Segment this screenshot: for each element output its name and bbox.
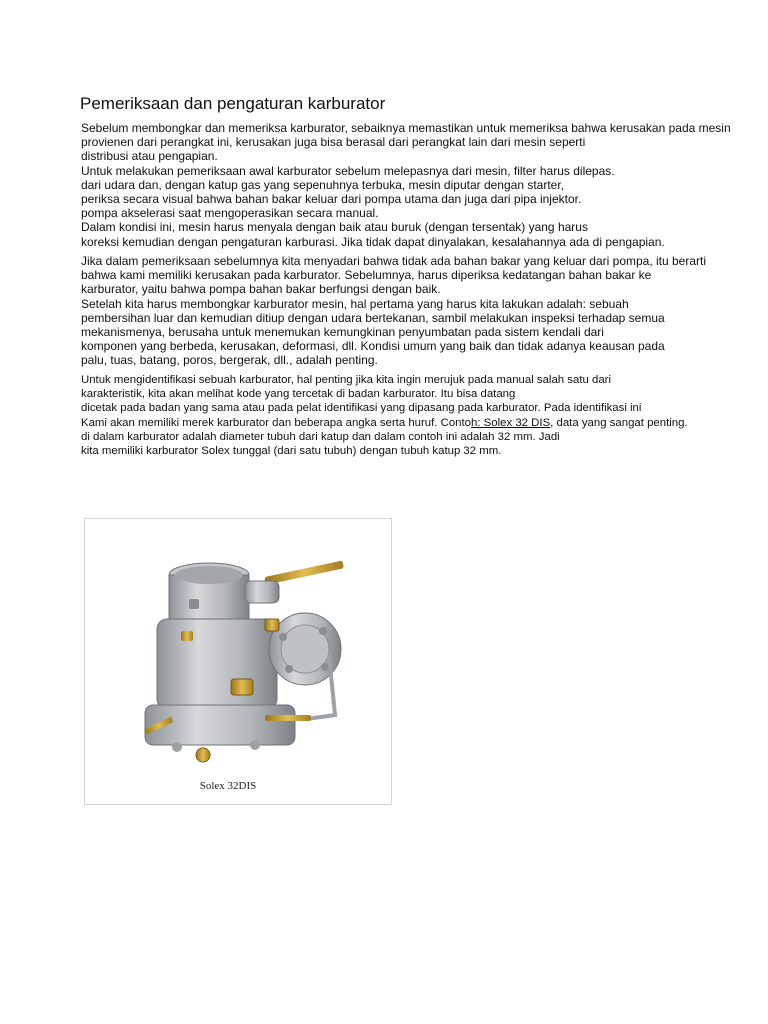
text-line: koreksi kemudian dengan pengaturan karburasi. Jika tidak dapat dinyalakan, kesalahannya ada di pengapian. xyxy=(81,234,665,249)
text-line: pompa akselerasi saat mengoperasikan secara manual. xyxy=(81,206,379,221)
text-line: bahwa kami memiliki kerusakan pada karburator. Sebelumnya, harus diperiksa kedatangan bahan bakar ke xyxy=(81,268,652,283)
carburetor-figure xyxy=(84,518,392,805)
text-line: Setelah kita harus membongkar karburator mesin, hal pertama yang harus kita lakukan adalah: sebuah xyxy=(81,296,629,311)
text-line: di dalam karburator adalah diameter tubuh dari katup dan dalam contoh ini adalah 32 mm. Jadi xyxy=(81,430,560,443)
figure-caption: Solex 32DIS xyxy=(199,780,257,792)
text-line: Untuk melakukan pemeriksaan awal karburator sebelum melepasnya dari mesin, filter harus dilepas. xyxy=(81,163,615,178)
text-line: provienen dari perangkat ini, kerusakan juga bisa berasal dari perangkat lain dari mesin seperti xyxy=(81,135,586,150)
page-title: Pemeriksaan dan pengaturan karburator xyxy=(80,94,386,113)
text-line: dari udara dan, dengan katup gas yang sepenuhnya terbuka, mesin diputar dengan starter, xyxy=(81,177,565,192)
text-line xyxy=(81,416,688,430)
text-line: Dalam kondisi ini, mesin harus menyala dengan baik atau buruk (dengan tersentak) yang harus xyxy=(81,220,588,235)
paragraph-disassembly xyxy=(81,254,706,368)
text-line: distribusi atau pengapian. xyxy=(81,149,218,164)
text-segment: Kami akan memiliki merek karburator dan beberapa angka serta huruf. Conto xyxy=(81,416,472,429)
carburetor-illustration xyxy=(85,519,391,804)
text-line: Sebelum membongkar dan memeriksa karburator, sebaiknya memastikan untuk memeriksa bahwa kerusakan pada mesin xyxy=(81,121,731,135)
text-line: Jika dalam pemeriksaan sebelumnya kita menyadari bahwa tidak ada bahan bakar yang keluar dari pompa, itu berarti xyxy=(81,254,707,268)
text-line: Untuk mengidentifikasi sebuah karburator, hal penting jika kita ingin merujuk pada manual salah satu dari xyxy=(81,374,611,386)
paragraph-inspection xyxy=(81,121,731,249)
text-line: karburator, yaitu bahwa pompa bahan bakar berfungsi dengan baik. xyxy=(81,282,441,297)
text-line: karakteristik, kita akan melihat kode yang tercetak di badan karburator. Itu bisa datang xyxy=(81,388,516,401)
underlined-model-code: h: Solex 32 DIS xyxy=(471,416,551,429)
text-line: kita memiliki karburator Solex tunggal (dari satu tubuh) dengan tubuh katup 32 mm. xyxy=(81,445,502,458)
paragraph-identification xyxy=(81,373,688,458)
text-line: mekanismenya, berusaha untuk menemukan kemungkinan penyumbatan pada sistem kendali dari xyxy=(81,325,604,340)
text-line: periksa secara visual bahwa bahan bakar keluar dari pompa utama dan juga dari pipa injektor. xyxy=(81,192,582,207)
text-line: dicetak pada badan yang sama atau pada pelat identifikasi yang dipasang pada karburator. Pada identifikasi ini xyxy=(81,402,642,415)
text-line: pembersihan luar dan kemudian ditiup dengan udara bertekanan, sambil melakukan inspeksi terhadap semua xyxy=(81,310,665,325)
text-line: komponen yang berbeda, kerusakan, deformasi, dll. Kondisi umum yang baik dan tidak adanya keausan pada xyxy=(81,339,665,354)
text-segment: , data yang sangat penting. xyxy=(550,416,688,429)
text-line: palu, tuas, batang, poros, bergerak, dll., adalah penting. xyxy=(81,353,378,368)
